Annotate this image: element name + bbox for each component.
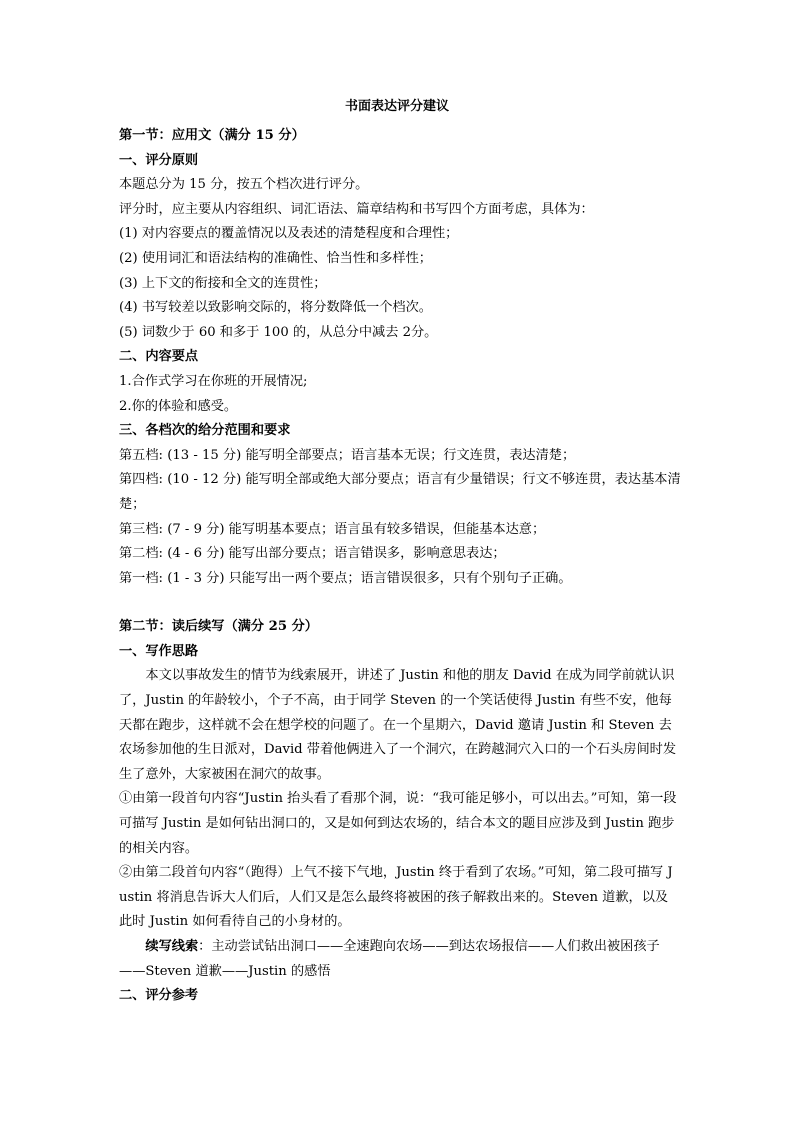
- document-title: 书面表达评分建议: [344, 99, 449, 114]
- grade-line: 第二档: (4 - 6 分) 能写出部分要点；语言错误多，影响意思表达；: [119, 546, 506, 562]
- grades-heading: 三、各档次的给分范围和要求: [119, 423, 291, 439]
- section2-heading: 第二节：读后续写（满分 25 分）: [119, 619, 318, 635]
- clue-label: 续写线索: [145, 939, 199, 954]
- section-spacer: [119, 591, 681, 615]
- reference-heading: 二、评分参考: [119, 988, 199, 1004]
- principle-line: (3) 上下文的衔接和全文的连贯性；: [119, 275, 327, 291]
- principle-line: (5) 词数少于 60 和多于 100 的，从总分中减去 2分。: [119, 324, 438, 340]
- points-heading: 二、内容要点: [119, 349, 199, 365]
- paragraph-two-guide: ②由第二段首句内容“（跑得）上气不接下气地，Justin 终于看到了农场。”可知，第二段可描写 Justin 将消息告诉大人们后，人们又是怎么最终将被困的孩子解救出来的。Steven 道歉，以及此时 Justin 如何看待自己的小身材的。: [119, 865, 673, 930]
- paragraph-one-guide: ①由第一段首句内容“Justin 抬头看了看那个洞，说：“我可能足够小，可以出去。”可知，第一段可描写 Justin 是如何钻出洞口的，又是如何到达农场的，结合本文的题目应涉及到 Justin 跑步的相关内容。: [119, 791, 677, 856]
- summary-paragraph: 本文以事故发生的情节为线索展开，讲述了 Justin 和他的朋友 David 在成为同学前就认识了，Justin 的年龄较小，个子不高，由于同学 Steven 的一个笑话使得 Justin 有些不安，他每天都在跑步，这样就不会在想学校的问题了。在一个星期六，David 邀请 Justin 和 Steven 去农场参加他的生日派对，David 带着他俩进入了一个洞穴，在跨越洞穴入口的一个石头房间时发生了意外，大家被困在洞穴的故事。: [119, 668, 677, 782]
- principles-heading: 一、评分原则: [119, 152, 199, 168]
- principle-line: 本题总分为 15 分，按五个档次进行评分。: [119, 177, 369, 193]
- grade-line: 第四档: (10 - 12 分) 能写明全部或绝大部分要点；语言有少量错误；行文不够连贯，表达基本清楚；: [119, 472, 681, 512]
- section1-heading: 第一节：应用文（满分 15 分）: [119, 128, 305, 143]
- principle-line: (2) 使用词汇和语法结构的准确性、恰当性和多样性；: [119, 250, 432, 266]
- point-line: 1.合作式学习在你班的开展情况;: [119, 373, 308, 389]
- principle-line: (4) 书写较差以致影响交际的，将分数降低一个档次。: [119, 300, 432, 316]
- principle-line: 评分时，应主要从内容组织、词汇语法、篇章结构和书写四个方面考虑，具体为：: [119, 201, 594, 217]
- grade-line: 第一档: (1 - 3 分) 只能写出一两个要点；语言错误很多，只有个别句子正确。: [119, 570, 572, 586]
- grade-line: 第三档: (7 - 9 分) 能写明基本要点；语言虽有较多错误，但能基本达意；: [119, 521, 546, 537]
- thinking-heading: 一、写作思路: [119, 643, 199, 659]
- clue-paragraph: [119, 935, 681, 984]
- document-body: [119, 124, 681, 1009]
- clue-text: ：主动尝试钻出洞口——全速跑向农场——到达农场报信——人们救出被困孩子——Steven 道歉——Justin 的感悟: [119, 939, 660, 979]
- point-line: 2.你的体验和感受。: [119, 398, 238, 414]
- principle-line: (1) 对内容要点的覆盖情况以及表述的清楚程度和合理性；: [119, 226, 459, 242]
- grade-line: 第五档: (13 - 15 分) 能写明全部要点；语言基本无误；行文连贯，表达清楚；: [119, 447, 576, 463]
